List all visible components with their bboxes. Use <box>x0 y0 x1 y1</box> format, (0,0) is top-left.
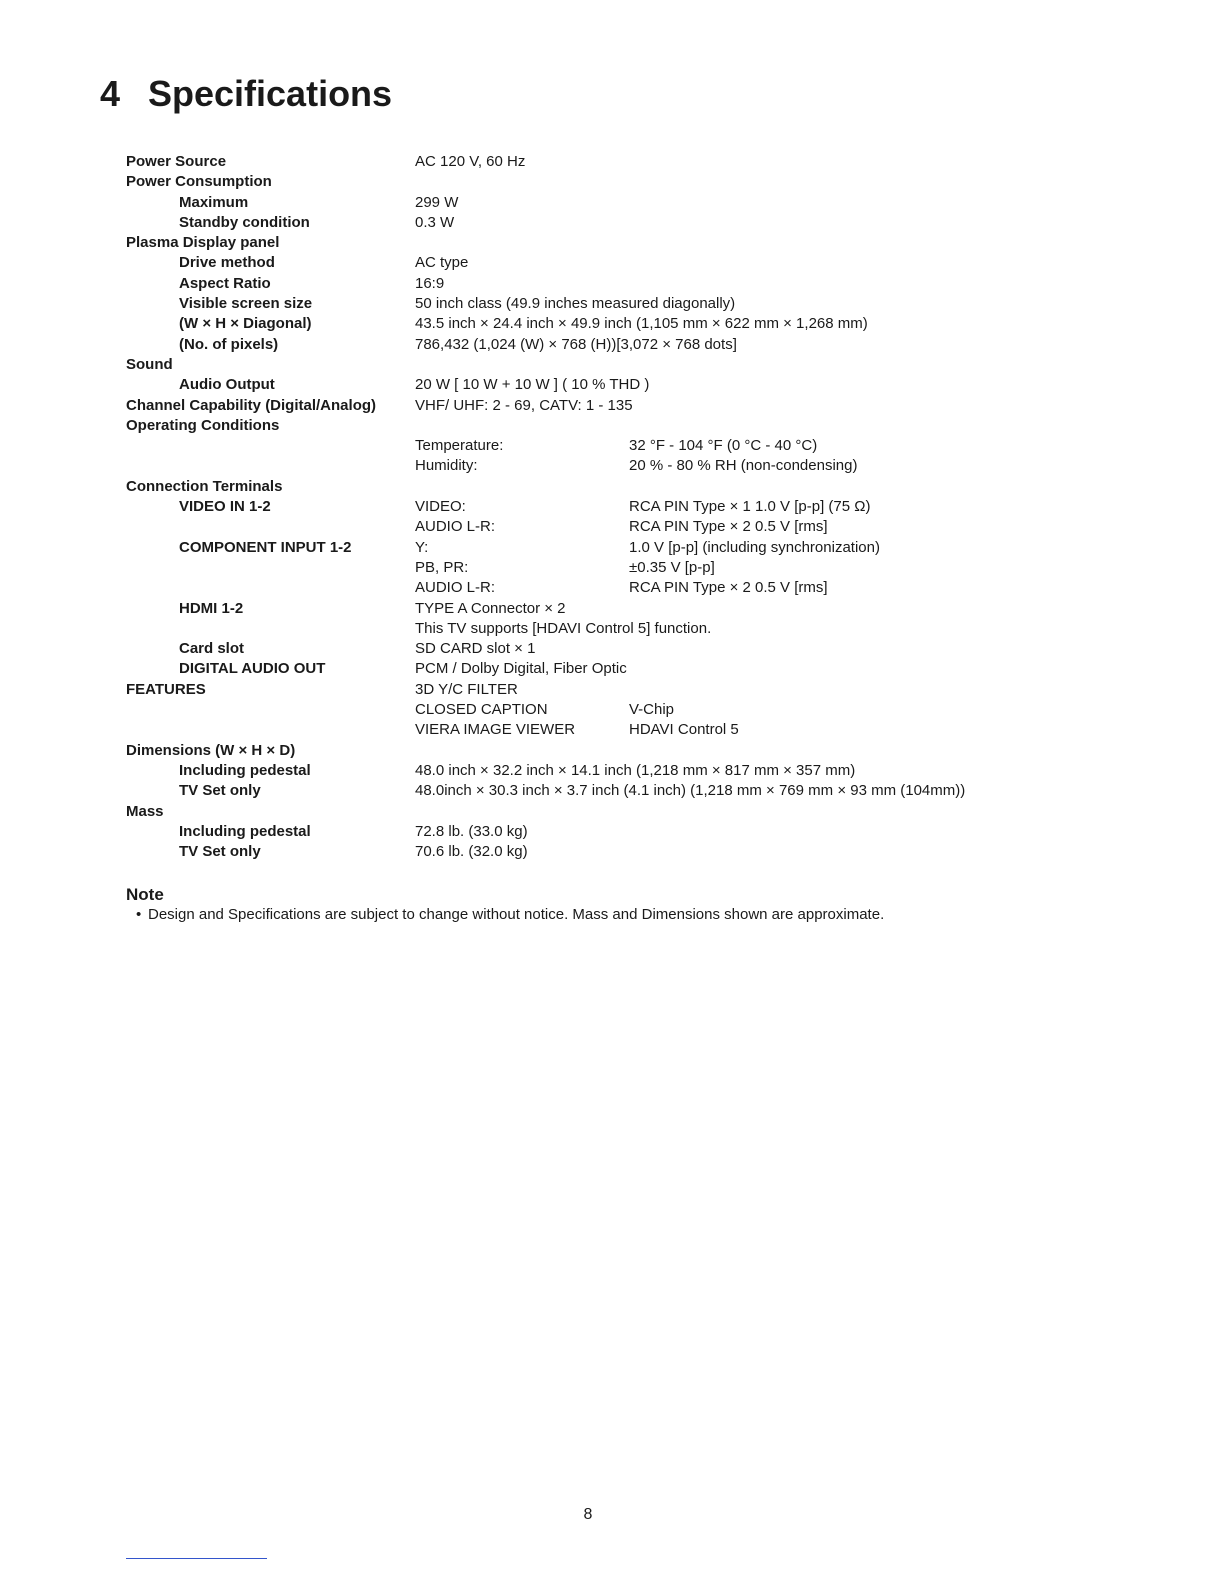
spec-label: Card slot <box>179 640 245 658</box>
spec-value: 70.6 lb. (32.0 kg) <box>415 843 528 861</box>
spec-label: TV Set only <box>179 843 261 861</box>
spec-label: Standby condition <box>179 213 310 231</box>
spec-row <box>126 639 1026 659</box>
spec-value: 20 W [ 10 W + 10 W ] ( 10 % THD ) <box>415 376 650 394</box>
spec-label: Sound <box>126 355 173 373</box>
spec-label: Aspect Ratio <box>179 274 271 292</box>
spec-value: PCM / Dolby Digital, Fiber Optic <box>415 660 627 678</box>
spec-row <box>126 802 1026 822</box>
spec-row <box>126 619 1026 639</box>
spec-label: VIDEO IN 1-2 <box>179 498 271 516</box>
spec-value: AC 120 V, 60 Hz <box>415 153 526 170</box>
spec-value: 50 inch class (49.9 inches measured diagonally) <box>415 295 736 313</box>
spec-row <box>126 761 1026 781</box>
spec-row <box>126 253 1026 273</box>
spec-value-secondary: 20 % - 80 % RH (non-condensing) <box>629 457 858 475</box>
spec-label: Mass <box>126 802 164 820</box>
spec-row <box>126 335 1026 355</box>
spec-row <box>126 436 1026 456</box>
spec-value: Humidity: <box>415 457 478 475</box>
spec-label: Dimensions (W × H × D) <box>126 741 296 759</box>
spec-value: SD CARD slot × 1 <box>415 640 536 658</box>
spec-row <box>126 720 1026 740</box>
spec-value: This TV supports [HDAVI Control 5] function. <box>415 619 712 637</box>
spec-label: (W × H × Diagonal) <box>179 315 312 333</box>
spec-value: VIDEO: <box>415 498 466 516</box>
spec-row <box>126 822 1026 842</box>
spec-value-secondary: RCA PIN Type × 2 0.5 V [rms] <box>629 518 828 536</box>
spec-value-secondary: 32 °F - 104 °F (0 °C - 40 °C) <box>629 437 818 455</box>
spec-row <box>126 517 1026 537</box>
spec-row <box>126 700 1026 720</box>
spec-value: 0.3 W <box>415 213 455 231</box>
spec-label: Plasma Display panel <box>126 234 280 252</box>
spec-row <box>126 558 1026 578</box>
spec-label: TV Set only <box>179 782 261 800</box>
spec-value: 16:9 <box>415 274 445 292</box>
spec-row <box>126 233 1026 253</box>
spec-value: Temperature: <box>415 437 504 455</box>
spec-label: Maximum <box>179 193 249 211</box>
bullet-icon: • <box>136 906 142 923</box>
spec-label: Power Source <box>126 153 227 170</box>
spec-value-secondary: 1.0 V [p-p] (including synchronization) <box>629 538 880 556</box>
spec-row <box>126 213 1026 233</box>
spec-row <box>126 193 1026 213</box>
spec-row <box>126 578 1026 598</box>
spec-row <box>126 456 1026 476</box>
spec-row <box>126 355 1026 375</box>
spec-row <box>126 314 1026 334</box>
spec-row <box>126 294 1026 314</box>
spec-value: 786,432 (1,024 (W) × 768 (H))[3,072 × 768 dots] <box>415 335 737 353</box>
section-title: Specifications <box>148 73 393 114</box>
spec-row <box>126 172 1026 192</box>
spec-label: Operating Conditions <box>126 416 280 434</box>
spec-row <box>126 416 1026 436</box>
spec-value: 72.8 lb. (33.0 kg) <box>415 822 528 840</box>
spec-value-secondary: V-Chip <box>629 701 675 719</box>
spec-label: HDMI 1-2 <box>179 599 244 617</box>
spec-row <box>126 781 1026 801</box>
spec-value-secondary: HDAVI Control 5 <box>629 721 739 739</box>
spec-label: Channel Capability (Digital/Analog) <box>126 396 377 414</box>
spec-label: FEATURES <box>126 680 206 698</box>
spec-value: VHF/ UHF: 2 - 69, CATV: 1 - 135 <box>415 396 633 414</box>
spec-value-secondary: RCA PIN Type × 2 0.5 V [rms] <box>629 579 828 597</box>
spec-label: Including pedestal <box>179 822 311 840</box>
spec-row <box>126 842 1026 862</box>
spec-row <box>126 680 1026 700</box>
spec-label: DIGITAL AUDIO OUT <box>179 660 326 678</box>
spec-label: Including pedestal <box>179 761 311 779</box>
spec-value: 48.0inch × 30.3 inch × 3.7 inch (4.1 inch) (1,218 mm × 769 mm × 93 mm (104mm)) <box>415 782 966 800</box>
specifications-table <box>126 152 1026 862</box>
spec-value-secondary: RCA PIN Type × 1 1.0 V [p-p] (75 Ω) <box>629 498 871 516</box>
spec-value-secondary: ±0.35 V [p-p] <box>629 558 715 576</box>
spec-row <box>126 375 1026 395</box>
spec-row <box>126 396 1026 416</box>
spec-value: 299 W <box>415 193 459 211</box>
spec-row <box>126 274 1026 294</box>
spec-value: Y: <box>415 538 429 556</box>
spec-label: Audio Output <box>179 376 275 394</box>
spec-row <box>126 497 1026 517</box>
spec-value: AUDIO L-R: <box>415 518 496 536</box>
section-number: 4 <box>100 73 121 114</box>
spec-label: Drive method <box>179 254 275 272</box>
spec-value: TYPE A Connector × 2 <box>415 599 566 617</box>
page-number: 8 <box>583 1506 593 1523</box>
spec-value: 48.0 inch × 32.2 inch × 14.1 inch (1,218 mm × 817 mm × 357 mm) <box>415 761 856 779</box>
spec-row <box>126 659 1026 679</box>
spec-label: (No. of pixels) <box>179 335 279 353</box>
spec-label: COMPONENT INPUT 1-2 <box>179 538 352 556</box>
footer-divider <box>126 1558 267 1559</box>
note-section <box>126 884 884 924</box>
note-item <box>126 906 884 924</box>
spec-label: Power Consumption <box>126 173 272 191</box>
spec-row <box>126 152 1026 172</box>
spec-row <box>126 741 1026 761</box>
note-title: Note <box>126 885 164 904</box>
spec-value: AUDIO L-R: <box>415 579 496 597</box>
spec-value: PB, PR: <box>415 558 469 576</box>
spec-row <box>126 538 1026 558</box>
section-heading <box>100 72 392 116</box>
note-text: Design and Specifications are subject to change without notice. Mass and Dimensions shown are approximate. <box>148 906 885 923</box>
spec-value: 43.5 inch × 24.4 inch × 49.9 inch (1,105 mm × 622 mm × 1,268 mm) <box>415 315 868 333</box>
spec-value: CLOSED CAPTION <box>415 701 548 719</box>
spec-row <box>126 599 1026 619</box>
spec-label: Connection Terminals <box>126 477 283 495</box>
spec-label: Visible screen size <box>179 295 313 313</box>
spec-value: VIERA IMAGE VIEWER <box>415 721 576 739</box>
spec-value: 3D Y/C FILTER <box>415 680 518 698</box>
spec-value: AC type <box>415 254 469 272</box>
spec-row <box>126 477 1026 497</box>
